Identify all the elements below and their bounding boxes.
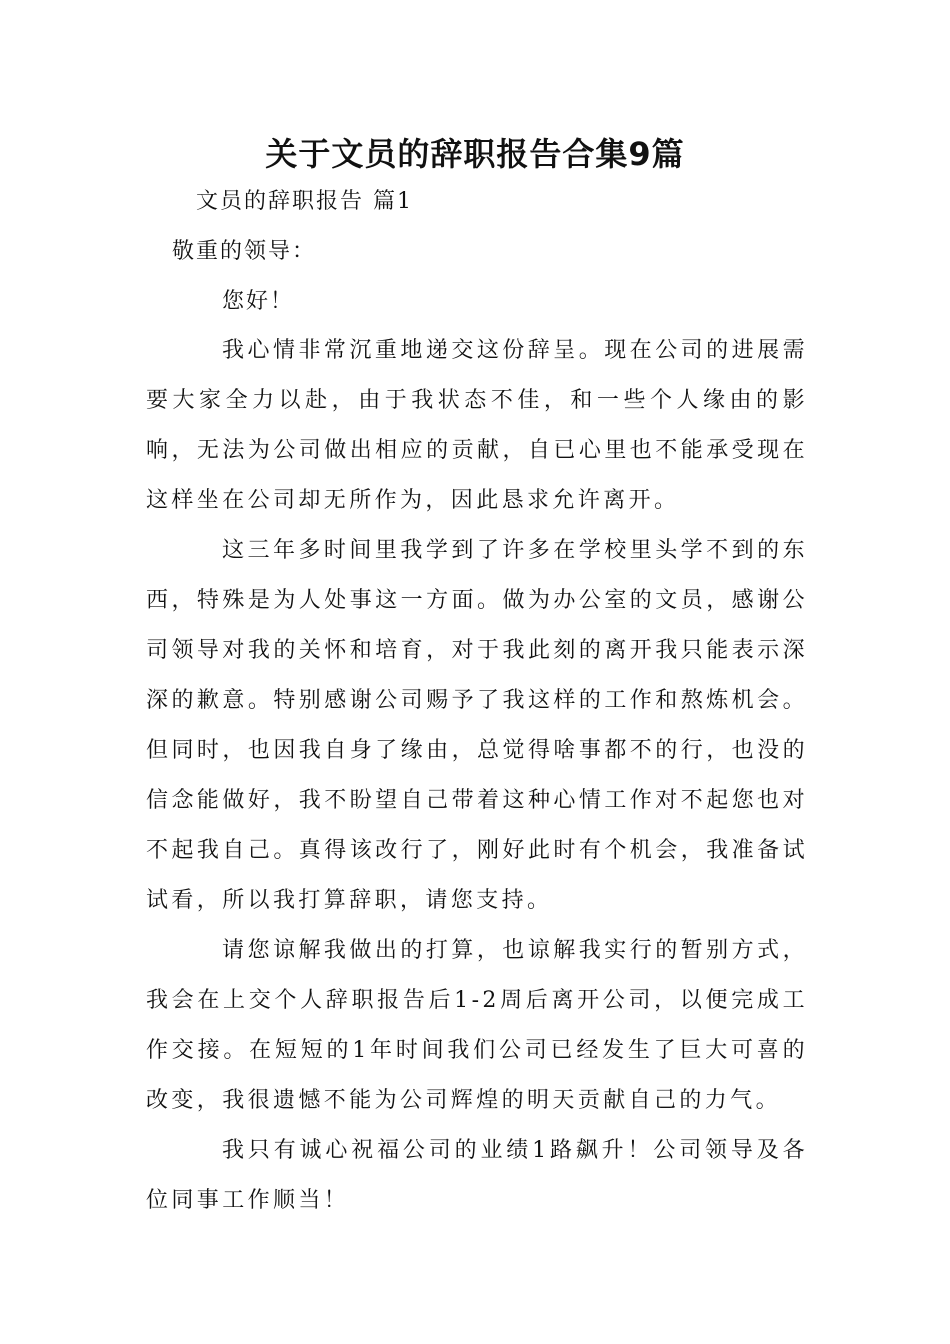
document-title: 关于文员的辞职报告合集9篇 [265, 135, 685, 173]
body-paragraph-4: 我只有诚心祝福公司的业绩1路飙升！公司领导及各位同事工作顺当！ [146, 1138, 808, 1213]
body-paragraph-2: 这三年多时间里我学到了许多在学校里头学不到的东西，特殊是为人处事这一方面。做为办公室的文员，感谢公司领导对我的关怀和培育，对于我此刻的离开我只能表示深深的歉意。特别感谢公司赐予了我这样的工作和熬炼机会。但同时，也因我自身了缘由，总觉得啥事都不的行，也没的信念能做好，我不盼望自己带着这种心情工作对不起您也对不起我自己。真得该改行了，刚好此时有个机会，我准备试试看，所以我打算辞职，请您支持。 [146, 538, 808, 913]
body-paragraph-1: 我心情非常沉重地递交这份辞呈。现在公司的进展需要大家全力以赴，由于我状态不佳，和一些个人缘由的影响，无法为公司做出相应的贡献，自已心里也不能承受现在这样坐在公司却无所作为，因此恳求允许离开。 [146, 338, 808, 513]
body-paragraph-3: 请您谅解我做出的打算，也谅解我实行的暂别方式，我会在上交个人辞职报告后1-2周后离开公司，以便完成工作交接。在短短的1年时间我们公司已经发生了巨大可喜的改变，我很遗憾不能为公司辉煌的明天贡献自己的力气。 [146, 938, 808, 1113]
greeting: 您好！ [222, 289, 295, 314]
letter-body [146, 326, 808, 1226]
salutation: 敬重的领导： [172, 239, 317, 264]
section-heading: 文员的辞职报告 篇1 [196, 189, 413, 214]
